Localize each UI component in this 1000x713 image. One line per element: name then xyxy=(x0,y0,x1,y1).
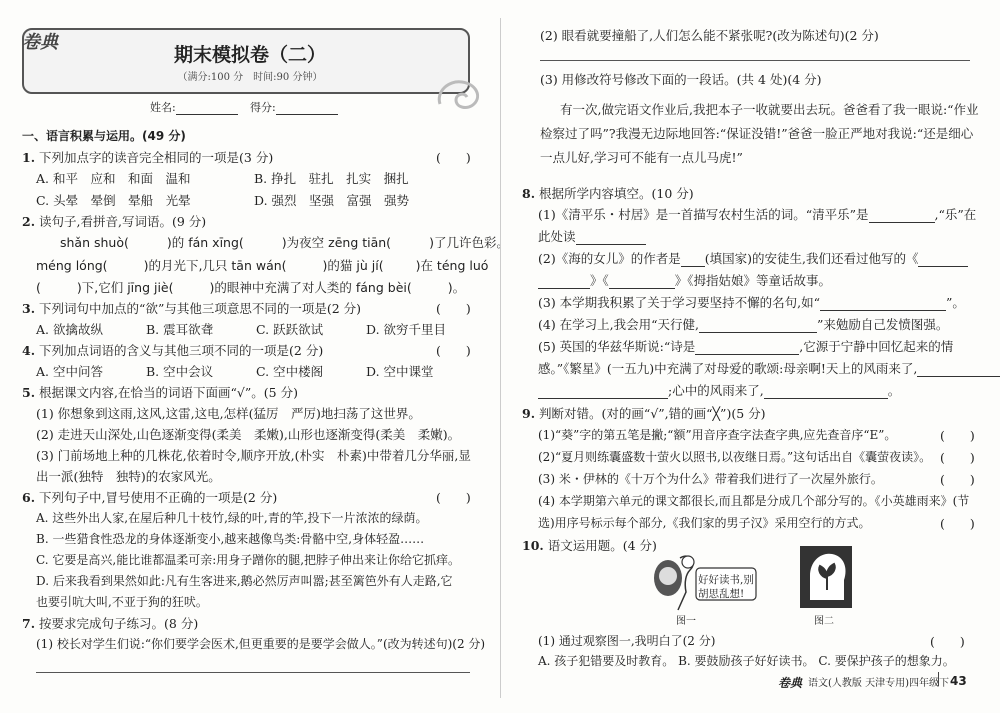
pinyin-line-2: méng lóng( )的月光下,几只 tān wán( )的猫 jù jí( )在 téng luó xyxy=(36,258,489,273)
score-field[interactable] xyxy=(250,99,338,115)
option-a: A. 这些外出人家,在屋后种几十枝竹,绿的叶,青的竿,投下一片浓浓的绿荫。 xyxy=(36,511,428,525)
option-a: A. 和平 应和 和面 温和 xyxy=(36,171,191,186)
paragraph-line-3: 一点儿好,学习可不能有一点儿马虎!” xyxy=(540,150,743,165)
q10-options: A. 孩子犯错要及时教育。 B. 要鼓励孩子好好读书。 C. 要保护孩子的想象力。 xyxy=(538,654,955,668)
q5-item-3-cont: 出一派(独特 独特)的农家风光。 xyxy=(36,469,221,484)
blank[interactable] xyxy=(609,276,675,289)
q9-item-4-cont: 选)用序号标示每个部分,《我们家的男子汉》采用空行的方式。 xyxy=(538,516,871,530)
blank[interactable] xyxy=(538,276,590,289)
question-9: 9. 判断对错。(对的画“√”,错的画“╳”)(5 分) xyxy=(522,406,766,421)
blank[interactable] xyxy=(538,386,668,399)
q8-item-1: (1)《清平乐・村居》是一首描写农村生活的词。“清平乐”是 ,“乐”在 xyxy=(538,207,977,222)
option-a: A. 空中问答 xyxy=(36,364,103,379)
q8-item-4: (4) 在学习上,我会用“天行健, ”来勉励自己发愤图强。 xyxy=(538,317,949,332)
option-b: B. 震耳欲聋 xyxy=(146,322,214,337)
pinyin-line-1: shǎn shuò( )的 fán xīng( )为夜空 zēng tiān( )了几许色彩。 xyxy=(60,235,509,250)
answer-paren[interactable]: ( ) xyxy=(940,472,975,487)
question-4: 4. 下列加点词语的含义与其他三项不同的一项是(2 分) xyxy=(22,343,324,358)
q5-item-2: (2) 走进天山深处,山色逐渐变得(柔美 柔嫩),山形也逐渐变得(柔美 柔嫩)。 xyxy=(36,427,461,442)
paragraph-line-2: 检察过了吗”?我漫无边际地回答:“保证没错!”爸爸一脸正严地对我说:“还是细心 xyxy=(540,126,974,141)
answer-paren[interactable]: ( ) xyxy=(436,343,471,358)
speech-bubble-line-2: 胡思乱想! xyxy=(698,588,745,600)
speech-bubble-line-1: 好好读书,别 xyxy=(698,574,754,586)
exam-info: （满分:100 分 时间:90 分钟） xyxy=(177,72,323,83)
blank[interactable] xyxy=(681,254,705,267)
q7-item-2: (2) 眼看就要撞船了,人们怎么能不紧张呢?(改为陈述句)(2 分) xyxy=(540,28,879,43)
section-heading: 一、语言积累与运用。(49 分) xyxy=(22,129,186,143)
option-d: D. 欲穷千里目 xyxy=(366,322,447,337)
option-c: C. 头晕 晕倒 晕船 光晕 xyxy=(36,193,191,208)
question-8: 8. 根据所学内容填空。(10 分) xyxy=(522,186,694,201)
blank[interactable] xyxy=(576,232,646,245)
name-label: 姓名: xyxy=(150,101,176,114)
brand-badge: 卷典 xyxy=(22,32,58,53)
q8-item-5: (5) 英国的华兹华斯说:“诗是 ,它源于宁静中回忆起来的情 xyxy=(538,339,954,354)
q7-item-3: (3) 用修改符号修改下面的一段话。(共 4 处)(4 分) xyxy=(540,72,822,87)
blank[interactable] xyxy=(918,254,968,267)
question-1: 1. 下列加点字的读音完全相同的一项是(3 分) xyxy=(22,150,274,165)
option-b: B. 一些猎食性恐龙的身体逐渐变小,越来越像鸟类:骨骼中空,身体轻盈…… xyxy=(36,532,425,546)
blank[interactable] xyxy=(869,210,935,223)
q10-item-1: (1) 通过观察图一,我明白了(2 分) xyxy=(538,634,716,648)
q5-item-1: (1) 你想象到这雨,这风,这雷,这电,怎样(猛厉 严厉)地扫荡了这世界。 xyxy=(36,406,421,421)
option-d: D. 空中课堂 xyxy=(366,364,434,379)
page-number: 43 xyxy=(950,674,967,688)
question-10: 10. 语文运用题。(4 分) xyxy=(522,538,657,553)
q8-item-1-cont: 此处读 xyxy=(538,227,646,245)
answer-line[interactable] xyxy=(36,672,470,673)
footer-badge: 卷典 xyxy=(778,676,803,690)
q8-item-5-cont: 感。”《繁星》(一五九)中充满了对母爱的歌颂:母亲啊!天上的风雨来了, xyxy=(538,359,1000,377)
option-c: C. 空中楼阁 xyxy=(256,364,324,379)
option-b: B. 挣扎 驻扎 扎实 捆扎 xyxy=(254,171,409,186)
q8-item-2: (2)《海的女儿》的作者是 (填国家)的安徒生,我们还看过他写的《 xyxy=(538,249,968,267)
right-page xyxy=(500,0,1000,713)
figure-2-caption: 图二 xyxy=(814,616,834,627)
q8-item-3: (3) 本学期我积累了关于学习要坚持不懈的名句,如“ ”。 xyxy=(538,295,965,310)
answer-paren[interactable]: ( ) xyxy=(436,301,471,316)
answer-paren[interactable]: ( ) xyxy=(940,450,975,465)
question-6: 6. 下列句子中,冒号使用不正确的一项是(2 分) xyxy=(22,490,278,505)
blank[interactable] xyxy=(820,298,946,311)
q8-item-2-cont: 》《 》《拇指姑娘》等童话故事。 xyxy=(538,271,831,289)
name-field[interactable] xyxy=(150,99,238,115)
figure-1-caption: 图一 xyxy=(676,616,696,627)
q8-item-5-end: ;心中的风雨来了, 。 xyxy=(538,381,900,399)
q7-item-1: (1) 校长对学生们说:“你们要学会医术,但更重要的是要学会做人。”(改为转述句)(2 分) xyxy=(36,637,486,651)
question-5: 5. 根据课文内容,在恰当的词语下面画“√”。(5 分) xyxy=(22,385,298,400)
footer-divider xyxy=(938,672,939,686)
footer-text: 语文(人教版 天津专用)四年级下 xyxy=(808,678,949,689)
option-a: A. 欲擒故纵 xyxy=(36,322,103,337)
answer-line[interactable] xyxy=(540,60,970,61)
option-b: B. 空中会议 xyxy=(146,364,214,379)
q5-item-3: (3) 门前场地上种的几株花,依着时令,顺序开放,(朴实 朴素)中带着几分华丽,显 xyxy=(36,448,471,463)
q9-item-1: (1)“葵”字的第五笔是撇;“额”用音序查字法查字典,应先查音序“E”。 xyxy=(538,428,897,442)
blank[interactable] xyxy=(699,320,817,333)
page-title: 期末模拟卷（二） xyxy=(173,44,326,66)
option-c: C. 它要是高兴,能比谁都温柔可亲:用身子蹭你的腿,把脖子伸出来让你给它抓痒。 xyxy=(36,553,461,567)
option-d: D. 后来我看到果然如此:凡有生客进来,鹅必然厉声叫嚣;甚至篱笆外有人走路,它 xyxy=(36,574,453,588)
answer-paren[interactable]: ( ) xyxy=(940,516,975,531)
blank[interactable] xyxy=(917,364,1000,377)
figure-2-illustration xyxy=(800,546,852,608)
question-3: 3. 下列词句中加点的“欲”与其他三项意思不同的一项是(2 分) xyxy=(22,301,362,316)
question-7: 7. 按要求完成句子练习。(8 分) xyxy=(22,616,199,631)
option-d: D. 强烈 坚强 富强 强势 xyxy=(254,193,410,208)
blank[interactable] xyxy=(695,342,799,355)
answer-paren[interactable]: ( ) xyxy=(930,634,965,649)
q9-item-3: (3) 米・伊林的《十万个为什么》带着我们进行了一次屋外旅行。 xyxy=(538,472,883,486)
answer-paren[interactable]: ( ) xyxy=(436,150,471,165)
score-label: 得分: xyxy=(250,101,276,114)
answer-paren[interactable]: ( ) xyxy=(940,428,975,443)
option-c: C. 跃跃欲试 xyxy=(256,322,324,337)
blank[interactable] xyxy=(764,386,888,399)
answer-paren[interactable]: ( ) xyxy=(436,490,471,505)
pinyin-line-3: ( )下,它们 jīng jiè( )的眼神中充满了对人类的 fáng bèi( )。 xyxy=(36,280,466,295)
q9-item-2: (2)“夏月则练囊盛数十萤火以照书,以夜继日焉。”这句话出自《囊萤夜读》。 xyxy=(538,450,932,464)
q9-item-4: (4) 本学期第六单元的课文都很长,而且都是分成几个部分写的。《小英雄雨来》(节 xyxy=(538,494,970,508)
option-d-cont: 也要引吭大叫,不亚于狗的狂吠。 xyxy=(36,595,208,609)
paragraph-line-1: 有一次,做完语文作业后,我把本子一收就要出去玩。爸爸看了我一眼说:“作业 xyxy=(560,102,979,117)
question-2: 2. 读句子,看拼音,写词语。(9 分) xyxy=(22,214,207,229)
